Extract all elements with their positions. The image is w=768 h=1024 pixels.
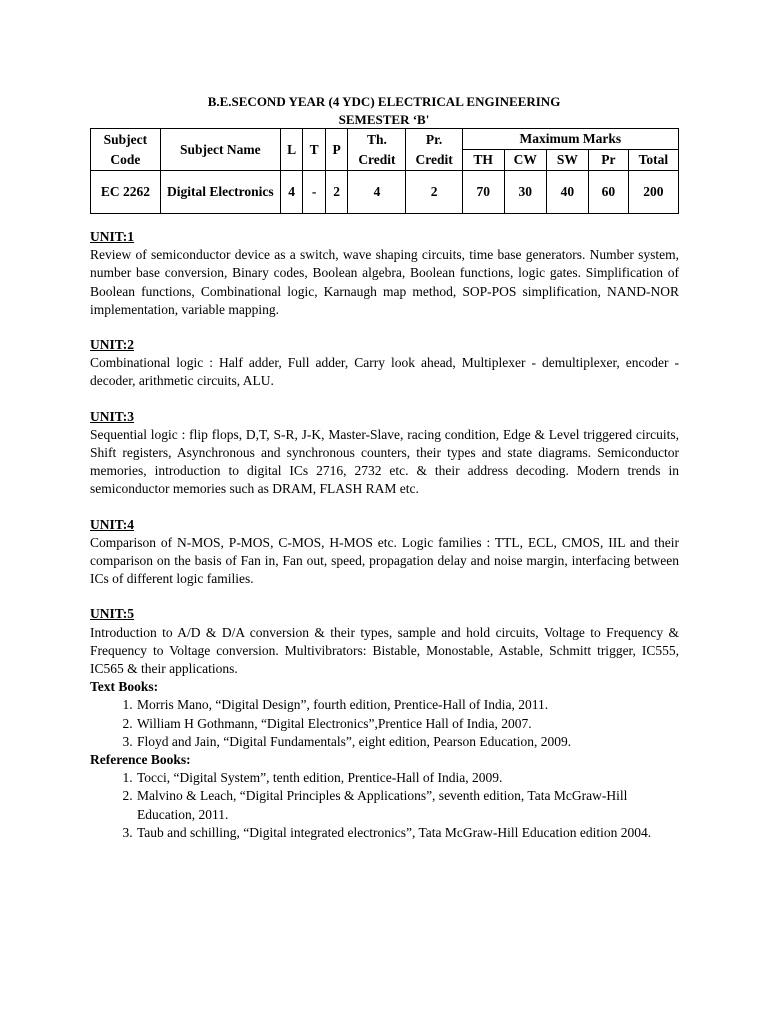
- marks-cw-header: CW: [504, 150, 546, 171]
- unit-heading: UNIT:2: [90, 337, 135, 353]
- marks-total-cell: 200: [628, 171, 678, 214]
- semester-label: SEMESTER ‘B': [338, 112, 430, 127]
- unit-description: Introduction to A/D & D/A conversion & their types, sample and hold circuits, Voltage to Frequency & Frequency to Voltage conversion. Multivibrators: Bistable, Monostable, Astable, Schmitt trigger, IC555, IC565 & their applications.: [90, 624, 679, 677]
- table-header-row: [91, 129, 679, 150]
- unit-heading: UNIT:3: [90, 408, 135, 424]
- marks-cw-cell: 30: [504, 171, 546, 214]
- t-header: T: [303, 129, 326, 171]
- marks-total-header: Total: [628, 150, 678, 171]
- marks-th-header: TH: [462, 150, 504, 171]
- text-books-heading: Text Books:: [90, 679, 159, 695]
- unit-heading: UNIT:4: [90, 516, 135, 532]
- unit-description: Sequential logic : flip flops, D,T, S-R, J-K, Master-Slave, racing condition, Edge & Level triggered circuits, Shift registers, Asynchronous and synchronous counters, their types and state diagrams. Semiconductor memories, introduction to digital ICs 2716, 2732 etc. & their address decoding. Modern trends in semiconductor memories such as DRAM, FLASH RAM etc.: [90, 426, 679, 497]
- book-list-item: 1. Morris Mano, “Digital Design”, fourth edition, Prentice-Hall of India, 2011.: [136, 696, 679, 714]
- subject-code-cell: EC 2262: [91, 171, 161, 214]
- subject-name-cell: Digital Electronics: [160, 171, 280, 214]
- reference-books-list: [90, 769, 679, 842]
- unit-description: Combinational logic : Half adder, Full adder, Carry look ahead, Multiplexer - demultiplexer, encoder - decoder, arithmetic circuits, ALU.: [90, 355, 679, 389]
- syllabus-content: [90, 228, 679, 842]
- subject-name-header: Subject Name: [160, 129, 280, 171]
- unit-heading: UNIT:5: [90, 606, 135, 622]
- marks-pr-cell: 60: [588, 171, 628, 214]
- book-list-item: 3. Taub and schilling, “Digital integrated electronics”, Tata McGraw-Hill Education edition 2004.: [136, 824, 679, 842]
- book-list-item: 2. William H Gothmann, “Digital Electronics”,Prentice Hall of India, 2007.: [136, 715, 679, 733]
- marks-pr-header: Pr: [588, 150, 628, 171]
- p-cell: 2: [325, 171, 347, 214]
- page-title: B.E.SECOND YEAR (4 YDC) ELECTRICAL ENGINEERING: [207, 94, 561, 109]
- l-cell: 4: [280, 171, 303, 214]
- maximum-marks-header: Maximum Marks: [462, 129, 678, 150]
- l-header: L: [280, 129, 303, 171]
- pr-credit-header: Pr. Credit: [406, 129, 462, 171]
- unit-description: Comparison of N-MOS, P-MOS, C-MOS, H-MOS etc. Logic families : TTL, ECL, CMOS, IIL and their comparison on the basis of Fan in, Fan out, speed, propagation delay and noise margin, interfacing between ICs of different logic families.: [90, 534, 679, 587]
- pr-credit-cell: 2: [406, 171, 462, 214]
- p-header: P: [325, 129, 347, 171]
- th-credit-cell: 4: [348, 171, 406, 214]
- th-credit-header: Th. Credit: [348, 129, 406, 171]
- table-row: [91, 171, 679, 214]
- unit-description: Review of semiconductor device as a switch, wave shaping circuits, time base generators. Number system, number base conversion, Binary codes, Boolean algebra, Boolean functions, logic gates. Simplification of Boolean functions, Combinational logic, Karnaugh map method, SOP-POS simplification, NAND-NOR implementation, variable mapping.: [90, 247, 679, 317]
- book-list-item: 2. Malvino & Leach, “Digital Principles & Applications”, seventh edition, Tata McGraw-Hill Education, 2011.: [136, 787, 679, 823]
- text-books-list: [90, 696, 679, 751]
- marks-th-cell: 70: [462, 171, 504, 214]
- unit-heading: UNIT:1: [90, 229, 135, 244]
- marks-sw-header: SW: [546, 150, 588, 171]
- units-section: [90, 228, 679, 678]
- marks-table: [90, 128, 679, 214]
- marks-sw-cell: 40: [546, 171, 588, 214]
- book-list-item: 3. Floyd and Jain, “Digital Fundamentals”, eight edition, Pearson Education, 2009.: [136, 733, 679, 751]
- t-cell: -: [303, 171, 326, 214]
- subject-code-header: Subject Code: [91, 129, 161, 171]
- reference-books-heading: Reference Books:: [90, 752, 191, 768]
- book-list-item: 1. Tocci, “Digital System”, tenth edition, Prentice-Hall of India, 2009.: [136, 769, 679, 787]
